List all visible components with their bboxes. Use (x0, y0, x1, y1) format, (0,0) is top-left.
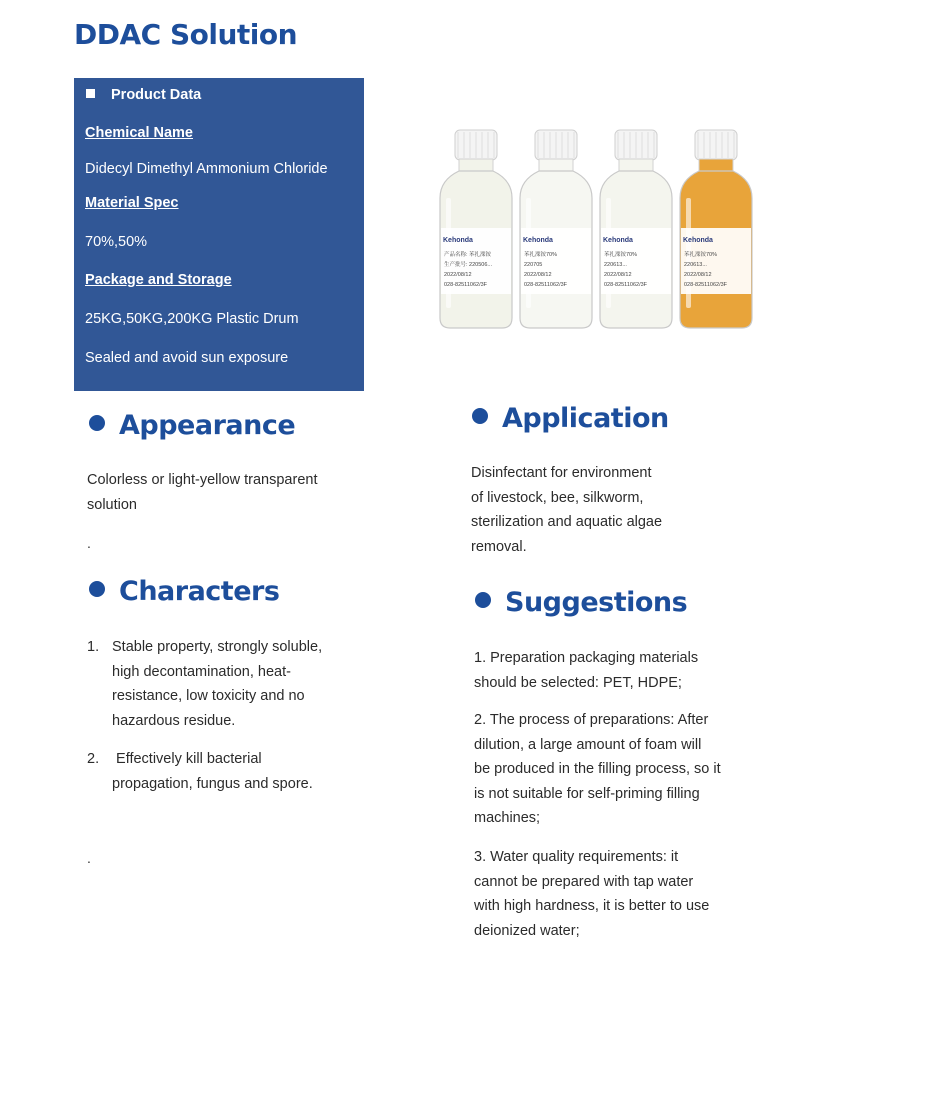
bullet-icon (472, 408, 488, 424)
application-heading (472, 403, 669, 434)
list-number: 2. (87, 751, 100, 767)
suggestion-line: machines; (474, 810, 541, 826)
label-line: 生产批号: 220506... (444, 262, 492, 268)
characters-line: high decontamination, heat- (112, 663, 291, 680)
brand-text: Kehonda (603, 237, 633, 244)
characters-line: Stable property, strongly soluble, (112, 639, 323, 655)
application-line: Disinfectant for environment (471, 465, 652, 481)
suggestion-line: cannot be prepared with tap water (474, 873, 694, 890)
label-line: 苯扎溧铵70% (524, 252, 558, 258)
label-line: 028-82511062/3F (444, 282, 488, 288)
bottle (680, 130, 752, 328)
label-line: 220705 (524, 262, 543, 268)
appearance-heading (89, 410, 295, 441)
application-text (471, 461, 662, 559)
suggestion-3 (474, 845, 709, 943)
appearance-line: solution (87, 496, 137, 513)
label-line: 028-82511062/3F (684, 282, 728, 288)
suggestion-line: dilution, a large amount of foam will (474, 736, 702, 753)
suggestion-line: should be selected: PET, HDPE; (474, 674, 682, 691)
bullet-icon (89, 415, 105, 431)
product-data-header-label: Product Data (111, 87, 202, 103)
chemical-name-value: Didecyl Dimethyl Ammonium Chloride (85, 161, 328, 177)
suggestions-heading (475, 587, 687, 618)
brand-text: Kehonda (523, 237, 553, 244)
label-line: 028-82511062/3F (604, 282, 648, 288)
label-line: 2022/08/12 (524, 272, 552, 278)
bottle-neck (619, 159, 653, 171)
bottle (520, 130, 592, 328)
bottle-neck (699, 159, 733, 171)
appearance-dot: . (87, 535, 91, 551)
suggestion-line: be produced in the filling process, so it (474, 761, 721, 777)
suggestion-2 (474, 708, 721, 831)
suggestion-1 (474, 646, 698, 695)
label-line: 苯扎溧铵70% (684, 252, 718, 258)
package-value: 25KG,50KG,200KG Plastic Drum (85, 311, 299, 327)
application-line: removal. (471, 538, 527, 555)
appearance-text (87, 468, 318, 517)
package-storage-label: Package and Storage (85, 272, 232, 288)
label-line: 产品名称: 苯扎溧铵 (444, 252, 492, 258)
bottle (440, 130, 512, 328)
application-line: of livestock, bee, silkworm, (471, 489, 644, 506)
suggestion-line: with high hardness, it is better to use (474, 898, 710, 914)
bullet-icon (475, 592, 491, 608)
storage-value: Sealed and avoid sun exposure (85, 350, 289, 366)
suggestion-line: is not suitable for self-priming filling (474, 785, 700, 802)
characters-heading-text: Characters (119, 576, 280, 607)
square-bullet-icon (86, 89, 95, 98)
characters-line: resistance, low toxicity and no (112, 688, 305, 704)
characters-item-1 (87, 635, 387, 733)
characters-line: hazardous residue. (112, 712, 236, 729)
label-line: 2022/08/12 (444, 272, 472, 278)
suggestions-heading-text: Suggestions (505, 587, 688, 618)
application-heading-text: Application (502, 403, 669, 434)
brand-text: Kehonda (443, 237, 473, 244)
product-data-header (86, 87, 201, 103)
appearance-line: Colorless or light-yellow transparent (87, 472, 318, 488)
product-photo (432, 128, 762, 333)
bottle (600, 130, 672, 328)
material-spec-value: 70%,50% (85, 234, 148, 250)
bottle-neck (459, 159, 493, 171)
bullet-icon (89, 581, 105, 597)
suggestion-line: 1. Preparation packaging materials (474, 650, 699, 666)
characters-dot: . (87, 850, 91, 866)
label-line: 2022/08/12 (684, 272, 712, 278)
list-number: 1. (87, 639, 100, 655)
characters-heading (89, 576, 279, 607)
characters-line: Effectively kill bacterial (112, 751, 262, 767)
chemical-name-label: Chemical Name (85, 125, 193, 141)
label-line: 2022/08/12 (604, 272, 632, 278)
product-data-box (74, 78, 364, 391)
appearance-heading-text: Appearance (119, 410, 296, 441)
brand-text: Kehonda (683, 237, 713, 244)
characters-line: propagation, fungus and spore. (112, 775, 313, 792)
suggestion-line: deionized water; (474, 922, 580, 939)
label-line: 220613... (604, 262, 627, 268)
label-line: 220613... (684, 262, 707, 268)
suggestion-line: 2. The process of preparations: After (474, 712, 709, 728)
material-spec-label: Material Spec (85, 195, 179, 211)
suggestion-line: 3. Water quality requirements: it (474, 849, 679, 865)
bottle-neck (539, 159, 573, 171)
page-title: DDAC Solution (74, 18, 298, 51)
application-line: sterilization and aquatic algae (471, 514, 663, 530)
characters-item-2 (87, 747, 387, 796)
label-line: 028-82511062/3F (524, 282, 568, 288)
label-line: 苯扎溧铵70% (604, 252, 638, 258)
